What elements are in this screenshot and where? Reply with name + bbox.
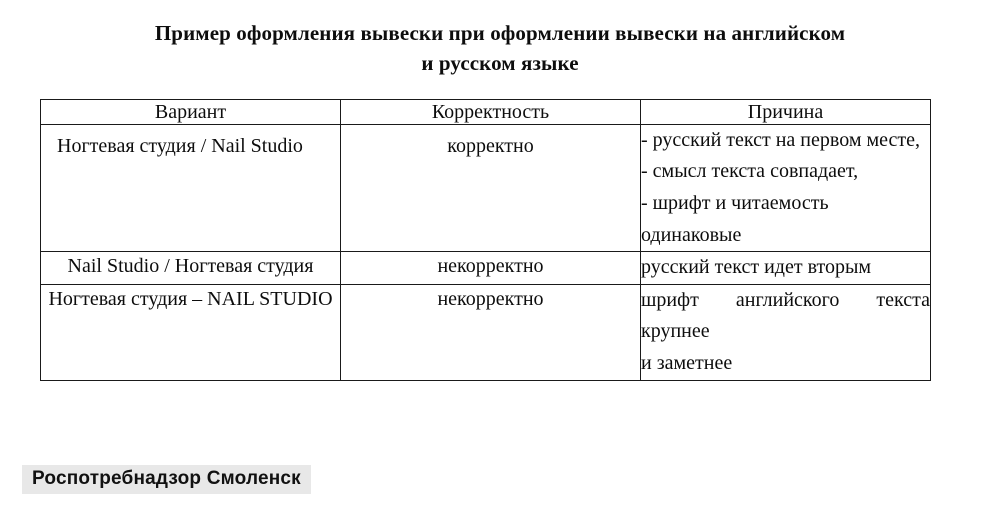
reason-line: - русский текст на первом месте, (641, 128, 920, 151)
watermark-label: Роспотребнадзор Смоленск (22, 465, 311, 494)
column-header-correctness: Корректность (341, 99, 641, 124)
cell-correctness-2: некорректно (341, 252, 641, 285)
table-header-row (41, 99, 931, 124)
column-header-reason: Причина (641, 99, 931, 124)
reason-line: - смысл текста совпадает, (641, 160, 859, 183)
reason-line: и заметнее (641, 352, 733, 375)
table-row (41, 252, 931, 285)
cell-correctness-3: некорректно (341, 284, 641, 380)
reason-line: русский текст идет вторым (641, 256, 872, 279)
cell-correctness-1: корректно (341, 124, 641, 251)
cell-reason-2 (641, 252, 931, 285)
cell-variant-2: Nail Studio / Ногтевая студия (41, 252, 341, 285)
reason-line: шрифт английского текста крупнее (641, 288, 930, 343)
cell-variant-3: Ногтевая студия – NAIL STUDIO (41, 284, 341, 380)
column-header-variant: Вариант (41, 99, 341, 124)
table-row (41, 284, 931, 380)
reason-line: - шрифт и читаемость одинаковые (641, 192, 829, 246)
table-row (41, 124, 931, 251)
cell-variant-1: Ногтевая студия / Nail Studio (41, 124, 341, 251)
example-table (40, 99, 931, 381)
cell-reason-1 (641, 124, 931, 251)
page-title: Пример оформления вывески при оформлении вывески на английском и русском языке (154, 21, 846, 76)
cell-reason-3 (641, 284, 931, 380)
